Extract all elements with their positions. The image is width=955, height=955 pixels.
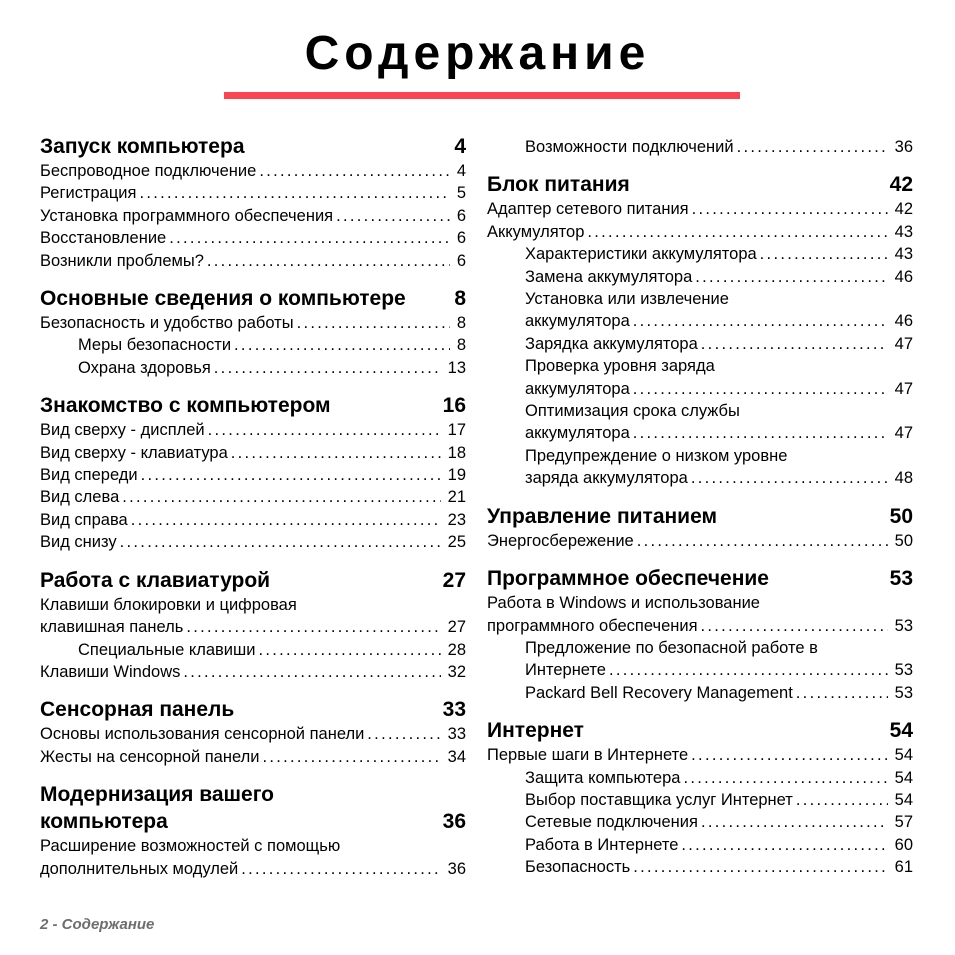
toc-line — [40, 723, 466, 745]
toc-entry[interactable] — [40, 531, 466, 553]
toc-line — [40, 312, 466, 334]
leader-dots — [262, 746, 440, 768]
toc-entry[interactable] — [40, 661, 466, 683]
toc-label: Вид снизу — [40, 533, 117, 552]
toc-line — [40, 509, 466, 531]
toc-line — [40, 133, 466, 160]
toc-line — [525, 834, 913, 856]
toc-label: аккумулятора — [525, 424, 630, 443]
toc-label: Управление питанием — [487, 504, 718, 528]
leader-dots — [796, 789, 888, 811]
toc-label: Проверка уровня заряда — [525, 357, 715, 376]
leader-dots — [183, 661, 440, 683]
page-number: 16 — [442, 394, 466, 418]
toc-line — [525, 136, 913, 158]
toc-entry[interactable] — [487, 400, 913, 445]
toc-entry[interactable] — [40, 442, 466, 464]
toc-line — [40, 781, 466, 808]
toc-entry[interactable] — [40, 250, 466, 272]
page-number: 57 — [894, 813, 913, 832]
toc-label: Установка программного обеспечения — [40, 206, 334, 225]
toc-heading[interactable] — [487, 717, 913, 744]
toc-label: Беспроводное подключение — [40, 162, 257, 180]
toc-heading[interactable] — [487, 171, 913, 198]
toc-line — [487, 565, 913, 592]
toc-line — [525, 637, 913, 659]
leader-dots — [637, 530, 888, 552]
toc-line — [78, 357, 466, 379]
page-number: 28 — [447, 640, 466, 659]
toc-label: Блок питания — [487, 173, 630, 197]
toc-line — [525, 310, 913, 332]
toc-label: клавишная панель — [40, 618, 184, 637]
toc-line — [40, 594, 466, 616]
page-number: 8 — [456, 336, 466, 355]
toc-line — [40, 567, 466, 594]
toc-label: Установка или извлечение — [525, 290, 729, 309]
toc-heading[interactable] — [40, 285, 466, 312]
toc-line — [40, 182, 466, 204]
toc-entry[interactable] — [487, 767, 913, 789]
leader-dots — [633, 422, 888, 444]
toc-entry[interactable] — [40, 723, 466, 745]
toc-entry[interactable] — [40, 639, 466, 661]
page-number: 53 — [889, 567, 913, 591]
toc-entry[interactable] — [487, 856, 913, 878]
toc-line — [40, 442, 466, 464]
page-number: 8 — [454, 287, 466, 311]
toc-heading[interactable] — [487, 565, 913, 592]
toc-entry[interactable] — [40, 835, 466, 880]
page-number: 4 — [456, 162, 466, 180]
toc-entry[interactable] — [487, 198, 913, 220]
toc-label: Вид спереди — [40, 466, 138, 485]
toc-line — [40, 250, 466, 272]
toc-line — [487, 592, 913, 614]
toc-entry[interactable] — [487, 136, 913, 158]
toc-entry[interactable] — [487, 243, 913, 265]
page-number: 53 — [894, 683, 913, 702]
toc-label: Жесты на сенсорной панели — [40, 747, 260, 766]
toc-label: Аккумулятор — [487, 222, 585, 241]
leader-dots — [633, 310, 888, 332]
leader-dots — [141, 464, 441, 486]
leader-dots — [691, 467, 888, 489]
toc-line — [525, 445, 913, 467]
leader-dots — [683, 767, 887, 789]
toc-label: Защита компьютера — [525, 768, 681, 787]
toc-line — [525, 856, 913, 878]
toc-entry[interactable] — [487, 266, 913, 288]
toc-label: Основы использования сенсорной панели — [40, 725, 365, 744]
toc-label: Сенсорная панель — [40, 698, 235, 722]
leader-dots — [336, 205, 450, 227]
page-number: 54 — [894, 746, 913, 765]
leader-dots — [214, 357, 441, 379]
leader-dots — [367, 723, 440, 745]
toc-label: Замена аккумулятора — [525, 267, 693, 286]
leader-dots — [691, 744, 887, 766]
toc-label: Работа в Windows и использование — [487, 594, 760, 613]
page-number: 47 — [894, 334, 913, 353]
toc-line — [40, 160, 466, 182]
toc-line — [525, 243, 913, 265]
toc-entry[interactable] — [40, 419, 466, 441]
toc-entry[interactable] — [487, 834, 913, 856]
toc-label: компьютера — [40, 810, 168, 834]
toc-line — [40, 419, 466, 441]
leader-dots — [796, 682, 888, 704]
leader-dots — [208, 419, 441, 441]
toc-entry[interactable] — [487, 744, 913, 766]
page-number: 53 — [894, 661, 913, 680]
footer-page-label: 2 - Содержание — [40, 916, 155, 933]
page-number: 36 — [442, 810, 466, 834]
toc-entry[interactable] — [40, 357, 466, 379]
page-number: 5 — [456, 184, 466, 203]
toc-entry[interactable] — [40, 334, 466, 356]
leader-dots — [760, 243, 888, 265]
toc-label: Восстановление — [40, 229, 167, 248]
toc-entry[interactable] — [40, 746, 466, 768]
leader-dots — [139, 182, 449, 204]
leader-dots — [609, 659, 888, 681]
toc-label: Адаптер сетевого питания — [487, 200, 689, 219]
leader-dots — [692, 198, 888, 220]
toc-label: Расширение возможностей с помощью — [40, 837, 341, 856]
toc-label: Знакомство с компьютером — [40, 394, 331, 418]
leader-dots — [633, 378, 888, 400]
toc-line — [40, 285, 466, 312]
toc-line — [40, 227, 466, 249]
leader-dots — [241, 858, 440, 880]
toc-label: программного обеспечения — [487, 616, 698, 635]
page-number: 33 — [447, 725, 466, 744]
page-number: 46 — [894, 267, 913, 286]
toc-label: Выбор поставщика услуг Интернет — [525, 790, 793, 809]
toc-column-left — [40, 133, 466, 880]
leader-dots — [737, 136, 888, 158]
toc-entry[interactable] — [40, 227, 466, 249]
toc-label: Безопасность — [525, 858, 631, 877]
leader-dots — [701, 811, 888, 833]
page-number: 34 — [447, 747, 466, 766]
toc-line — [40, 486, 466, 508]
toc-line — [525, 288, 913, 310]
page-number: 50 — [889, 504, 913, 528]
page-number: 25 — [447, 533, 466, 552]
toc-line — [40, 205, 466, 227]
leader-dots — [120, 531, 441, 553]
toc-label: Предложение по безопасной работе в — [525, 638, 818, 657]
leader-dots — [231, 442, 441, 464]
toc-line — [525, 378, 913, 400]
toc-line — [525, 422, 913, 444]
page-number: 36 — [894, 138, 913, 156]
toc-label: Packard Bell Recovery Management — [525, 683, 793, 702]
leader-dots — [258, 639, 440, 661]
toc-line — [525, 767, 913, 789]
toc-line — [40, 392, 466, 419]
toc-line — [487, 198, 913, 220]
toc-entry[interactable] — [487, 637, 913, 682]
title-underline-rule — [224, 92, 740, 99]
toc-label: Предупреждение о низком уровне — [525, 446, 788, 465]
toc-line — [487, 615, 913, 637]
toc-heading[interactable] — [40, 567, 466, 594]
toc-heading[interactable] — [40, 781, 466, 835]
toc-line — [40, 531, 466, 553]
page-number: 60 — [894, 835, 913, 854]
toc-label: Специальные клавиши — [78, 640, 256, 659]
toc-label: Вид сверху - клавиатура — [40, 443, 228, 462]
toc-column-right — [487, 136, 913, 879]
toc-line — [40, 835, 466, 857]
toc-label: Вид справа — [40, 510, 128, 529]
page-number: 47 — [894, 379, 913, 398]
page-number: 54 — [889, 719, 913, 743]
toc-entry[interactable] — [40, 205, 466, 227]
toc-line — [40, 746, 466, 768]
page-number: 4 — [454, 135, 466, 158]
toc-heading[interactable] — [40, 696, 466, 723]
toc-label: Оптимизация срока службы — [525, 402, 740, 421]
toc-line — [525, 355, 913, 377]
toc-line — [525, 333, 913, 355]
toc-line — [525, 467, 913, 489]
toc-entry[interactable] — [40, 160, 466, 182]
page-number: 61 — [894, 858, 913, 877]
page-number: 32 — [447, 662, 466, 681]
toc-entry[interactable] — [40, 464, 466, 486]
leader-dots — [695, 266, 887, 288]
leader-dots — [131, 509, 441, 531]
toc-label: Вид слева — [40, 488, 120, 507]
toc-heading[interactable] — [487, 503, 913, 530]
toc-entry[interactable] — [40, 594, 466, 639]
leader-dots — [207, 250, 450, 272]
page-number: 42 — [889, 173, 913, 197]
leader-dots — [122, 486, 440, 508]
page-number: 36 — [447, 859, 466, 878]
page-number: 43 — [894, 222, 913, 241]
page-title: Содержание — [304, 27, 651, 80]
toc-line — [40, 808, 466, 835]
toc-label: Работа в Интернете — [525, 835, 679, 854]
toc-entry[interactable] — [487, 333, 913, 355]
leader-dots — [186, 616, 440, 638]
toc-entry[interactable] — [487, 682, 913, 704]
page-number: 42 — [894, 200, 913, 219]
toc-label: Возможности подключений — [525, 138, 734, 156]
page-number: 43 — [894, 245, 913, 264]
page-number: 21 — [447, 488, 466, 507]
leader-dots — [259, 160, 449, 182]
toc-entry[interactable] — [487, 811, 913, 833]
toc-line — [40, 464, 466, 486]
page-number: 47 — [894, 424, 913, 443]
toc-label: Клавиши блокировки и цифровая — [40, 595, 297, 614]
toc-label: Интернет — [487, 719, 584, 743]
page-number: 27 — [442, 568, 466, 592]
page-number: 54 — [894, 768, 913, 787]
toc-label: Первые шаги в Интернете — [487, 746, 689, 765]
page-number: 6 — [456, 251, 466, 270]
page-number: 23 — [447, 510, 466, 529]
toc-label: аккумулятора — [525, 312, 630, 331]
toc-heading[interactable] — [40, 392, 466, 419]
toc-label: Энергосбережение — [487, 531, 634, 550]
toc-entry[interactable] — [487, 355, 913, 400]
page-number: 33 — [442, 698, 466, 722]
page-number: 18 — [447, 443, 466, 462]
toc-entry[interactable] — [40, 312, 466, 334]
leader-dots — [701, 615, 888, 637]
toc-label: Безопасность и удобство работы — [40, 314, 294, 333]
toc-line — [525, 400, 913, 422]
leader-dots — [169, 227, 450, 249]
toc-entry[interactable] — [487, 221, 913, 243]
leader-dots — [587, 221, 887, 243]
toc-label: заряда аккумулятора — [525, 469, 688, 488]
toc-label: Регистрация — [40, 184, 137, 203]
toc-label: Зарядка аккумулятора — [525, 334, 698, 353]
toc-line — [487, 503, 913, 530]
toc-line — [525, 682, 913, 704]
leader-dots — [633, 856, 887, 878]
toc-line — [487, 530, 913, 552]
toc-heading[interactable] — [40, 133, 466, 160]
toc-label: Меры безопасности — [78, 336, 232, 355]
toc-label: Запуск компьютера — [40, 135, 245, 158]
page-number: 50 — [894, 531, 913, 550]
toc-label: Характеристики аккумулятора — [525, 245, 757, 264]
toc-line — [525, 811, 913, 833]
toc-label: Основные сведения о компьютере — [40, 287, 406, 311]
toc-entry[interactable] — [487, 288, 913, 333]
leader-dots — [701, 333, 888, 355]
toc-line — [487, 744, 913, 766]
toc-label: Интернете — [525, 661, 606, 680]
toc-entry[interactable] — [40, 509, 466, 531]
page-number: 54 — [894, 790, 913, 809]
toc-line — [40, 661, 466, 683]
page-number: 48 — [894, 469, 913, 488]
toc-label: аккумулятора — [525, 379, 630, 398]
toc-entry[interactable] — [487, 445, 913, 490]
page-number: 17 — [447, 421, 466, 440]
page-number: 46 — [894, 312, 913, 331]
page-number: 6 — [456, 206, 466, 225]
toc-line — [40, 858, 466, 880]
toc-label: Клавиши Windows — [40, 662, 181, 681]
page-number: 6 — [456, 229, 466, 248]
page-number: 27 — [447, 618, 466, 637]
toc-entry[interactable] — [40, 182, 466, 204]
toc-line — [525, 266, 913, 288]
toc-line — [525, 789, 913, 811]
toc-line — [525, 659, 913, 681]
toc-label: Модернизация вашего — [40, 783, 275, 807]
toc-line — [487, 171, 913, 198]
leader-dots — [681, 834, 887, 856]
toc-entry[interactable] — [487, 789, 913, 811]
toc-line — [78, 639, 466, 661]
page-number: 53 — [894, 616, 913, 635]
page-number: 13 — [447, 358, 466, 377]
page-number: 8 — [456, 314, 466, 333]
toc-label: дополнительных модулей — [40, 859, 239, 878]
leader-dots — [234, 334, 450, 356]
toc-label: Возникли проблемы? — [40, 251, 204, 270]
toc-line — [78, 334, 466, 356]
toc-line — [487, 221, 913, 243]
toc-entry[interactable] — [40, 486, 466, 508]
leader-dots — [297, 312, 450, 334]
toc-label: Работа с клавиатурой — [40, 568, 271, 592]
toc-label: Вид сверху - дисплей — [40, 421, 205, 440]
toc-entry[interactable] — [487, 530, 913, 552]
page-number: 19 — [447, 466, 466, 485]
toc-entry[interactable] — [487, 592, 913, 637]
toc-label: Сетевые подключения — [525, 813, 698, 832]
toc-line — [487, 717, 913, 744]
toc-line — [40, 696, 466, 723]
toc-label: Охрана здоровья — [78, 358, 211, 377]
toc-label: Программное обеспечение — [487, 567, 769, 591]
toc-line — [40, 616, 466, 638]
